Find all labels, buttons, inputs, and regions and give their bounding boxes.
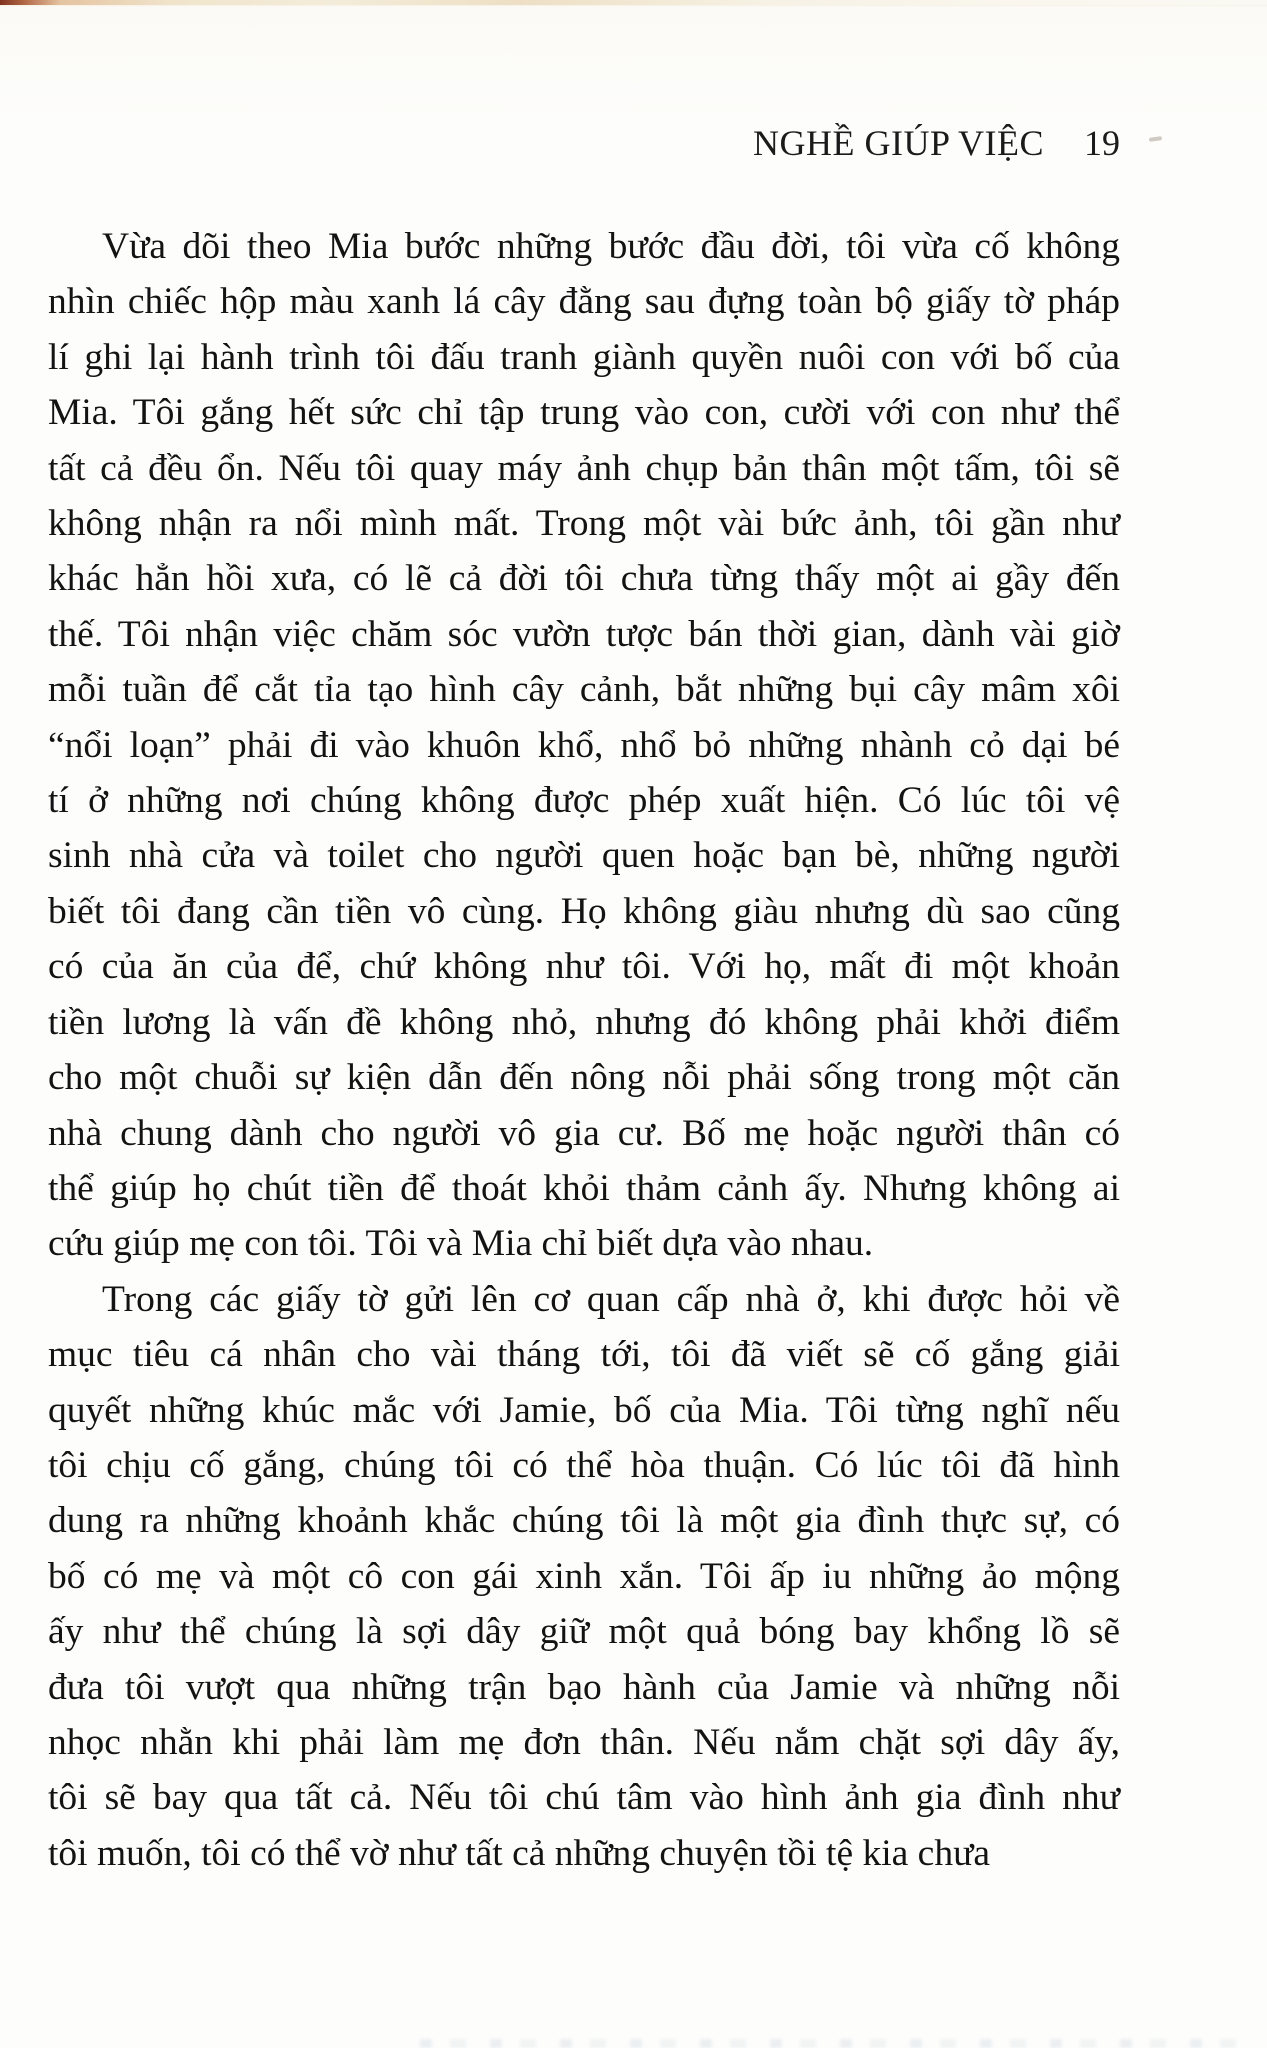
page-number: 19 bbox=[1084, 123, 1120, 163]
text-line: ấy như thể chúng là sợi dây giữ một quả bóng bay khổng lồ sẽ bbox=[48, 1611, 1120, 1653]
text-line: tôi muốn, tôi có thể vờ như tất cả những chuyện tồi tệ kia chưa bbox=[48, 1832, 991, 1874]
text-line: lí ghi lại hành trình tôi đấu tranh giành quyền nuôi con với bố của bbox=[48, 336, 1120, 378]
text-line: khác hẳn hồi xưa, có lẽ cả đời tôi chưa từng thấy một ai gầy đến bbox=[48, 558, 1120, 600]
text-line: cứu giúp mẹ con tôi. Tôi và Mia chỉ biết dựa vào nhau. bbox=[48, 1223, 874, 1265]
text-line: không nhận ra nổi mình mất. Trong một vài bức ảnh, tôi gần như bbox=[48, 503, 1120, 545]
text-line: thế. Tôi nhận việc chăm sóc vườn tược bán thời gian, dành vài giờ bbox=[48, 613, 1120, 655]
text-line: đưa tôi vượt qua những trận bạo hành của Jamie và những nỗi bbox=[48, 1666, 1120, 1708]
text-line: bố có mẹ và một cô con gái xinh xắn. Tôi ấp iu những ảo mộng bbox=[48, 1555, 1120, 1597]
scan-artifacts-bottom bbox=[420, 2039, 1250, 2048]
text-line: tôi chịu cố gắng, chúng tôi có thể hòa thuận. Có lúc tôi đã hình bbox=[48, 1444, 1120, 1486]
text-line: tiền lương là vấn đề không nhỏ, nhưng đó không phải khởi điểm bbox=[48, 1001, 1120, 1043]
text-line: tôi sẽ bay qua tất cả. Nếu tôi chú tâm vào hình ảnh gia đình như bbox=[48, 1777, 1120, 1819]
text-line: mục tiêu cá nhân cho vài tháng tới, tôi đã viết sẽ cố gắng giải bbox=[48, 1334, 1120, 1376]
text-line: Vừa dõi theo Mia bước những bước đầu đời, tôi vừa cố không bbox=[102, 226, 1120, 267]
text-line: sinh nhà cửa và toilet cho người quen hoặc bạn bè, những người bbox=[48, 835, 1120, 877]
text-line: tí ở những nơi chúng không được phép xuất hiện. Có lúc tôi vệ bbox=[48, 780, 1120, 822]
text-line: tất cả đều ổn. Nếu tôi quay máy ảnh chụp bản thân một tấm, tôi sẽ bbox=[48, 447, 1120, 489]
text-line: “nổi loạn” phải đi vào khuôn khổ, nhổ bỏ những nhành cỏ dại bé bbox=[48, 724, 1120, 766]
body-text bbox=[48, 219, 1120, 1881]
text-line: nhọc nhằn khi phải làm mẹ đơn thân. Nếu nắm chặt sợi dây ấy, bbox=[48, 1721, 1120, 1763]
text-line: quyết những khúc mắc với Jamie, bố của Mia. Tôi từng nghĩ nếu bbox=[48, 1389, 1120, 1431]
text-line: nhà chung dành cho người vô gia cư. Bố mẹ hoặc người thân có bbox=[48, 1112, 1120, 1154]
text-line: Trong các giấy tờ gửi lên cơ quan cấp nhà ở, khi được hỏi về bbox=[102, 1278, 1120, 1320]
text-line: nhìn chiếc hộp màu xanh lá cây đằng sau đựng toàn bộ giấy tờ pháp bbox=[48, 281, 1120, 323]
text-line: dung ra những khoảnh khắc chúng tôi là một gia đình thực sự, có bbox=[48, 1500, 1120, 1542]
running-header-title: NGHỀ GIÚP VIỆC bbox=[753, 123, 1044, 163]
text-line: cho một chuỗi sự kiện dẫn đến nông nỗi phải sống trong một căn bbox=[48, 1057, 1120, 1099]
scan-speck bbox=[1149, 136, 1162, 142]
running-header bbox=[48, 121, 1120, 165]
text-line: thể giúp họ chút tiền để thoát khỏi thảm cảnh ấy. Nhưng không ai bbox=[48, 1167, 1120, 1209]
text-line: mỗi tuần để cắt tỉa tạo hình cây cảnh, bắt những bụi cây mâm xôi bbox=[48, 669, 1120, 711]
text-line: biết tôi đang cần tiền vô cùng. Họ không giàu nhưng dù sao cũng bbox=[48, 890, 1120, 932]
page-top-edge-line bbox=[0, 0, 1267, 5]
text-line: có của ăn của để, chứ không như tôi. Với họ, mất đi một khoản bbox=[48, 946, 1120, 988]
text-line: Mia. Tôi gắng hết sức chỉ tập trung vào con, cười với con như thể bbox=[48, 392, 1120, 434]
